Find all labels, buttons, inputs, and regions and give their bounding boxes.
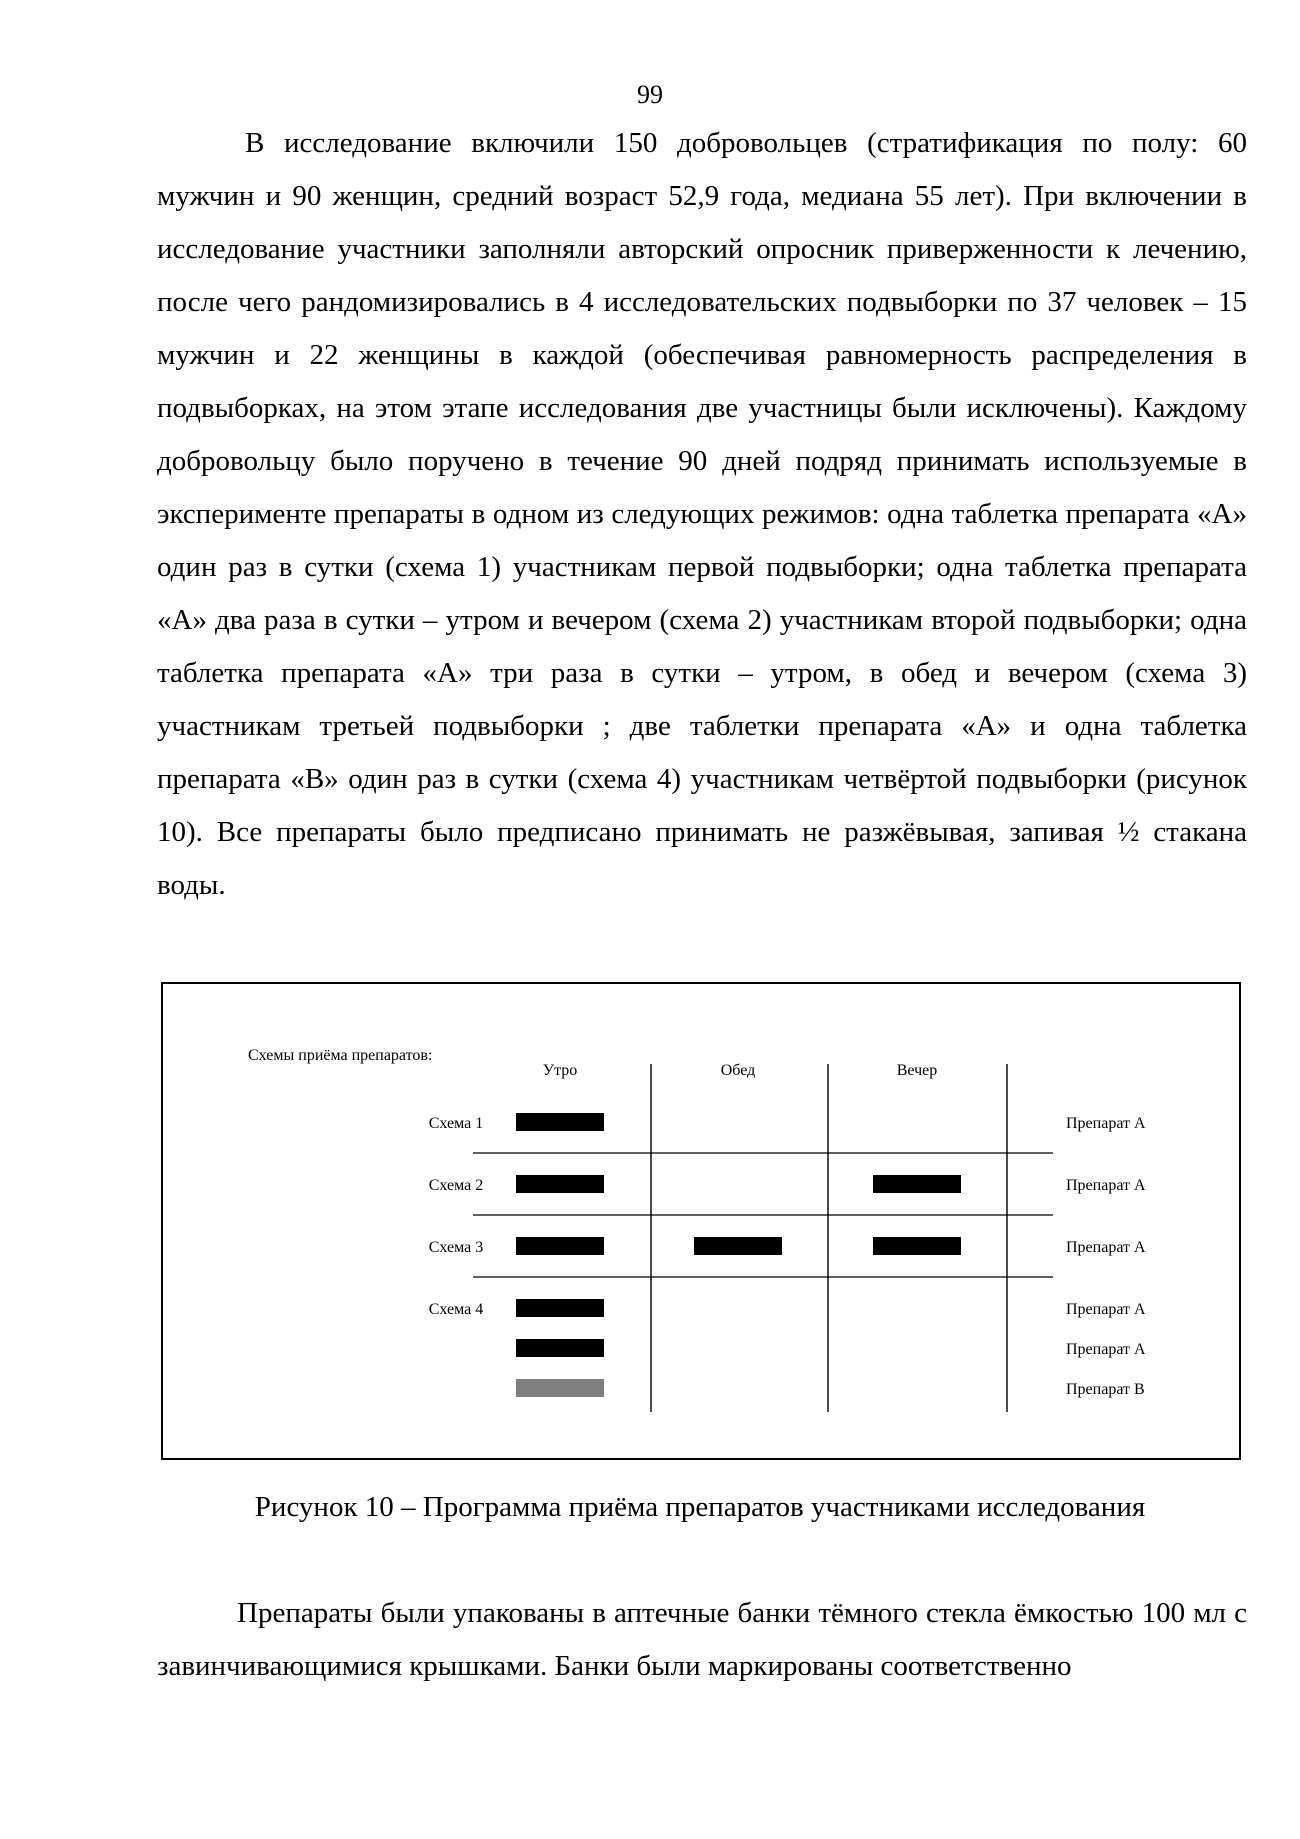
- dose-bar: [516, 1175, 604, 1193]
- dose-bar: [873, 1175, 961, 1193]
- schedule-heading: Схемы приёма препаратов:: [248, 1047, 433, 1064]
- drug-label: Препарат А: [1066, 1341, 1146, 1358]
- dose-bar: [516, 1299, 604, 1317]
- column-label-3: Вечер: [896, 1062, 938, 1079]
- dose-bar: [516, 1339, 604, 1357]
- body-paragraph-1: В исследование включили 150 добровольцев (стратификация по полу: 60 мужчин и 90 женщин, средний возраст 52,9 года, медиана 55 лет). При включении в исследование участники заполняли авторский опросник приверженности к лечению, после чего рандомизировались в 4 исследовательских подвыборки по 37 человек – 15 мужчин и 22 женщины в каждой (обеспечивая равномерность распределения в подвыборках, на этом этапе исследования две участницы были исключены). Каждому добровольцу было поручено в течение 90 дней подряд принимать используемые в эксперименте препараты в одном из следующих режимов: одна таблетка препарата «А» один раз в сутки (схема 1) участникам первой подвыборки; одна таблетка препарата «А» два раза в сутки – утром и вечером (схема 2) участникам второй подвыборки; одна таблетка препарата «А» три раза в сутки – утром, в обед и вечером (схема 3) участникам третьей подвыборки ; две таблетки препарата «А» и одна таблетка препарата «В» один раз в сутки (схема 4) участникам четвёртой подвыборки (рисунок 10). Все препараты было предписано принимать не разжёвывая, запивая ½ стакана воды.: [157, 127, 1247, 901]
- dose-bar: [694, 1237, 782, 1255]
- scheme-label: Схема 2: [428, 1177, 484, 1194]
- body-paragraph-2: Препараты были упакованы в аптечные банки тёмного стекла ёмкостью 100 мл с завинчивающимися крышками. Банки были маркированы соответственно: [157, 1597, 1247, 1682]
- scheme-label: Схема 3: [428, 1239, 484, 1256]
- dose-bar: [873, 1237, 961, 1255]
- scheme-label: Схема 1: [428, 1115, 484, 1132]
- drug-label: Препарат В: [1066, 1381, 1145, 1398]
- figure-caption: Рисунок 10 – Программа приёма препаратов участниками исследования: [254, 1491, 1146, 1523]
- column-label-1: Утро: [542, 1062, 578, 1079]
- drug-label: Препарат А: [1066, 1177, 1146, 1194]
- dose-bar: [516, 1237, 604, 1255]
- figure-dosing-schedule: [161, 982, 1241, 1460]
- drug-label: Препарат А: [1066, 1115, 1146, 1132]
- scheme-label: Схема 4: [428, 1301, 484, 1318]
- dose-bar: [516, 1379, 604, 1397]
- page-number: 99: [637, 80, 663, 109]
- column-label-2: Обед: [720, 1062, 756, 1079]
- dose-bar: [516, 1113, 604, 1131]
- drug-label: Препарат А: [1066, 1239, 1146, 1256]
- drug-label: Препарат А: [1066, 1301, 1146, 1318]
- dosing-schedule-diagram: [163, 984, 1239, 1458]
